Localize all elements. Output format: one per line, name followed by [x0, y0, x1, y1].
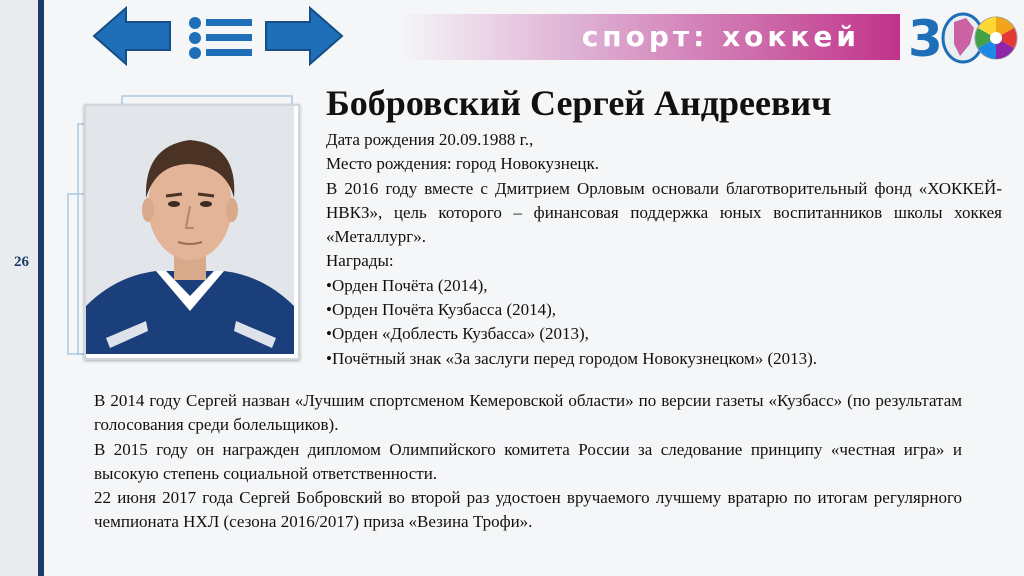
award-item: •Орден «Доблесть Кузбасса» (2013),	[326, 324, 589, 344]
achievements-text	[94, 389, 962, 535]
page-number: 26	[14, 254, 29, 270]
arrow-left-icon[interactable]	[92, 6, 172, 66]
foundation-text: В 2016 году вместе с Дмитрием Орловым основали благотворительный фонд «ХОККЕЙ-НВКЗ», цель которого – финансовая поддержка юных воспитанников школы хоккея «Металлург».	[326, 178, 1002, 247]
sidebar-divider	[38, 0, 44, 576]
award-item: •Орден Почёта Кузбасса (2014),	[326, 300, 557, 320]
achievement-paragraph: 22 июня 2017 года Сергей Бобровский во второй раз удостоен вручаемого лучшему вратарю по итогам регулярного чемпионата НХЛ (сезона 2016/2017) приза «Везина Трофи».	[94, 488, 962, 532]
person-name: Бобровский Сергей Андреевич	[326, 83, 832, 123]
left-sidebar	[0, 0, 38, 576]
arrow-right-icon[interactable]	[264, 6, 344, 66]
birth-place: Место рождения: город Новокузнецк.	[326, 154, 599, 174]
awards-heading: Награды:	[326, 251, 394, 271]
birth-date: Дата рождения 20.09.1988 г.,	[326, 130, 534, 149]
menu-list-icon[interactable]	[186, 16, 256, 60]
section-banner	[400, 14, 900, 60]
player-photo	[84, 104, 300, 360]
achievement-paragraph: В 2015 году он награжден дипломом Олимпийского комитета России за следование принципу «честная игра» и высокую степень социальной ответственности.	[94, 439, 962, 483]
achievement-paragraph: В 2014 году Сергей назван «Лучшим спортсменом Кемеровской области» по версии газеты «Кузбасс» (по результатам голосования среди болельщиков).	[94, 391, 962, 435]
award-item: •Орден Почёта (2014),	[326, 275, 488, 295]
anniversary-logo	[908, 10, 1018, 66]
banner-title: спорт: хоккей	[581, 20, 860, 53]
award-item: •Почётный знак «За заслуги перед городом Новокузнецком» (2013).	[326, 348, 818, 368]
svg-text:3: 3	[908, 10, 943, 66]
person-info	[326, 128, 1002, 371]
